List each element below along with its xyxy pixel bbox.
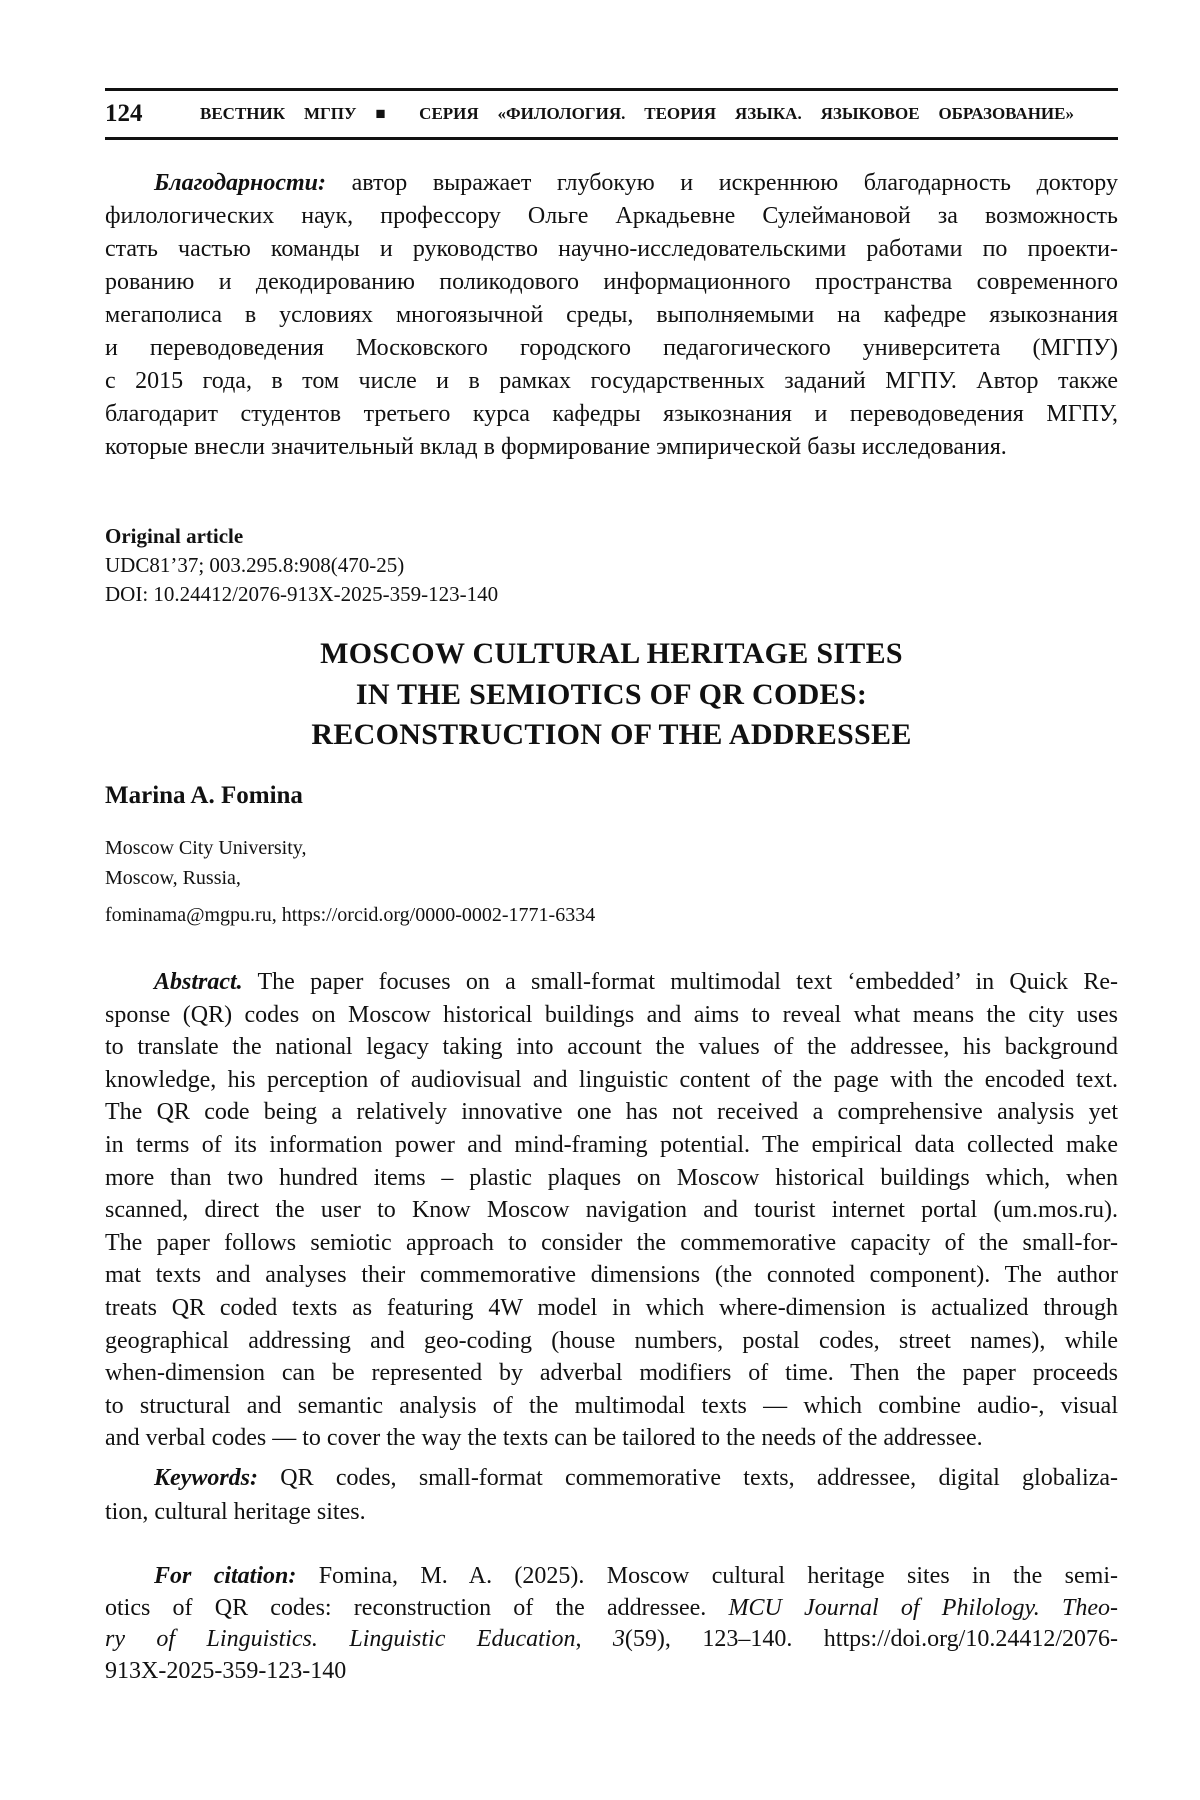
text-line <box>105 200 1118 233</box>
text-line <box>105 1162 1118 1195</box>
text-line <box>105 1390 1118 1423</box>
text-segment: 3 <box>613 1626 625 1652</box>
text-line <box>105 365 1118 398</box>
text-segment: QR codes, small-format commemorative texts, addressee, digital globaliza- <box>258 1465 1118 1491</box>
text-line <box>105 1259 1118 1292</box>
section-label: For citation: <box>154 1563 296 1589</box>
article-meta <box>105 522 1118 609</box>
text-segment: благодарит студентов третьего курса кафедры языкознания и переводоведения МГПУ, <box>105 401 1118 427</box>
text-segment: , <box>575 1626 612 1652</box>
title-line: RECONSTRUCTION OF THE ADDRESSEE <box>105 715 1118 756</box>
text-segment: которые внесли значительный вклад в формирование эмпирической базы исследования. <box>105 434 1007 460</box>
title-line: MOSCOW CULTURAL HERITAGE SITES <box>105 634 1118 675</box>
text-line <box>105 1357 1118 1390</box>
text-segment: с 2015 года, в том числе и в рамках государственных заданий МГПУ. Автор также <box>105 368 1118 394</box>
text-line <box>105 1422 1118 1455</box>
author-contacts: fominama@mgpu.ru, https://orcid.org/0000-0002-1771-6334 <box>105 902 595 928</box>
keywords <box>105 1461 1118 1529</box>
text-line <box>105 1656 1118 1688</box>
text-line <box>105 1292 1118 1325</box>
title-line: IN THE SEMIOTICS OF QR CODES: <box>105 675 1118 716</box>
text-line <box>105 999 1118 1032</box>
text-line <box>105 1064 1118 1097</box>
text-line <box>105 233 1118 266</box>
text-segment: otics of QR codes: reconstruction of the addressee. <box>105 1595 729 1621</box>
text-segment: more than two hundred items – plastic plaques on Moscow historical buildings which, when <box>105 1165 1118 1191</box>
section-label: Abstract. <box>154 969 243 995</box>
author-name: Marina A. Fomina <box>105 780 303 812</box>
text-segment: sponse (QR) codes on Moscow historical buildings and aims to reveal what means the city uses <box>105 1002 1118 1028</box>
text-line <box>105 332 1118 365</box>
article-type: Original article <box>105 522 1118 551</box>
section-label: Keywords: <box>154 1465 258 1491</box>
doi: DOI: 10.24412/2076-913X-2025-359-123-140 <box>105 580 1118 609</box>
text-segment: to translate the national legacy taking into account the values of the addressee, his background <box>105 1034 1118 1060</box>
text-line <box>105 1495 1118 1529</box>
text-segment: мегаполиса в условиях многоязычной среды, выполняемыми на кафедре языкознания <box>105 302 1118 328</box>
text-line <box>105 266 1118 299</box>
text-line <box>105 398 1118 431</box>
section-label: Благодарности: <box>154 170 326 196</box>
text-segment: (59), 123–140. https://doi.org/10.24412/2076- <box>625 1626 1118 1652</box>
text-segment: and verbal codes — to cover the way the texts can be tailored to the needs of the addressee. <box>105 1425 983 1451</box>
text-segment: tion, cultural heritage sites. <box>105 1499 366 1525</box>
text-segment: in terms of its information power and mind-framing potential. The empirical data collected make <box>105 1132 1118 1158</box>
text-line <box>105 1624 1118 1656</box>
text-segment: to structural and semantic analysis of the multimodal texts — which combine audio-, visual <box>105 1393 1118 1419</box>
text-line <box>105 167 1118 200</box>
udc: UDC81’37; 003.295.8:908(470-25) <box>105 551 1118 580</box>
text-line <box>105 1031 1118 1064</box>
text-line <box>105 1325 1118 1358</box>
text-segment: стать частью команды и руководство научно-исследовательскими работами по проекти- <box>105 236 1118 262</box>
text-segment: treats QR coded texts as featuring 4W model in which where-dimension is actualized through <box>105 1295 1118 1321</box>
text-line <box>105 1129 1118 1162</box>
text-segment: knowledge, his perception of audiovisual and linguistic content of the page with the encoded text. <box>105 1067 1118 1093</box>
text-segment: The paper follows semiotic approach to consider the commemorative capacity of the small-for- <box>105 1230 1118 1256</box>
header-bottom-rule <box>105 137 1118 140</box>
text-line <box>105 1593 1118 1625</box>
text-segment: филологических наук, профессору Ольге Аркадьевне Сулеймановой за возможность <box>105 203 1118 229</box>
text-segment: и переводоведения Московского городского педагогического университета (МГПУ) <box>105 335 1118 361</box>
text-segment: mat texts and analyses their commemorative dimensions (the connoted component). The author <box>105 1262 1118 1288</box>
text-segment: автор выражает глубокую и искреннюю благодарность доктору <box>326 170 1118 196</box>
running-header: ВЕСТНИК МГПУ ■ СЕРИЯ «ФИЛОЛОГИЯ. ТЕОРИЯ ЯЗЫКА. ЯЗЫКОВОЕ ОБРАЗОВАНИЕ» <box>200 103 1074 125</box>
text-segment: 913X-2025-359-123-140 <box>105 1658 346 1684</box>
header-top-rule <box>105 88 1118 91</box>
text-segment: ry of Linguistics. Linguistic Education <box>105 1626 575 1652</box>
abstract <box>105 966 1118 1455</box>
text-segment: рованию и декодированию поликодового информационного пространства современного <box>105 269 1118 295</box>
text-line <box>105 1561 1118 1593</box>
text-line <box>105 966 1118 999</box>
author-location: Moscow, Russia, <box>105 865 241 891</box>
acknowledgements <box>105 167 1118 464</box>
text-line <box>105 1194 1118 1227</box>
text-segment: Fomina, M. A. (2025). Moscow cultural heritage sites in the semi- <box>296 1563 1118 1589</box>
text-segment: scanned, direct the user to Know Moscow navigation and tourist internet portal (um.mos.ru). <box>105 1197 1118 1223</box>
text-line <box>105 431 1118 464</box>
text-segment: when-dimension can be represented by adverbal modifiers of time. Then the paper proceeds <box>105 1360 1118 1386</box>
article-title <box>105 634 1118 756</box>
text-line <box>105 1461 1118 1495</box>
text-line <box>105 299 1118 332</box>
text-segment: geographical addressing and geo-coding (house numbers, postal codes, street names), while <box>105 1328 1118 1354</box>
text-line <box>105 1096 1118 1129</box>
citation <box>105 1561 1118 1688</box>
author-affiliation: Moscow City University, <box>105 835 306 861</box>
text-segment: MCU Journal of Philology. Theo- <box>729 1595 1118 1621</box>
text-segment: The QR code being a relatively innovative one has not received a comprehensive analysis yet <box>105 1099 1118 1125</box>
page-number: 124 <box>105 99 143 129</box>
text-segment: The paper focuses on a small-format multimodal text ‘embedded’ in Quick Re- <box>243 969 1118 995</box>
text-line <box>105 1227 1118 1260</box>
